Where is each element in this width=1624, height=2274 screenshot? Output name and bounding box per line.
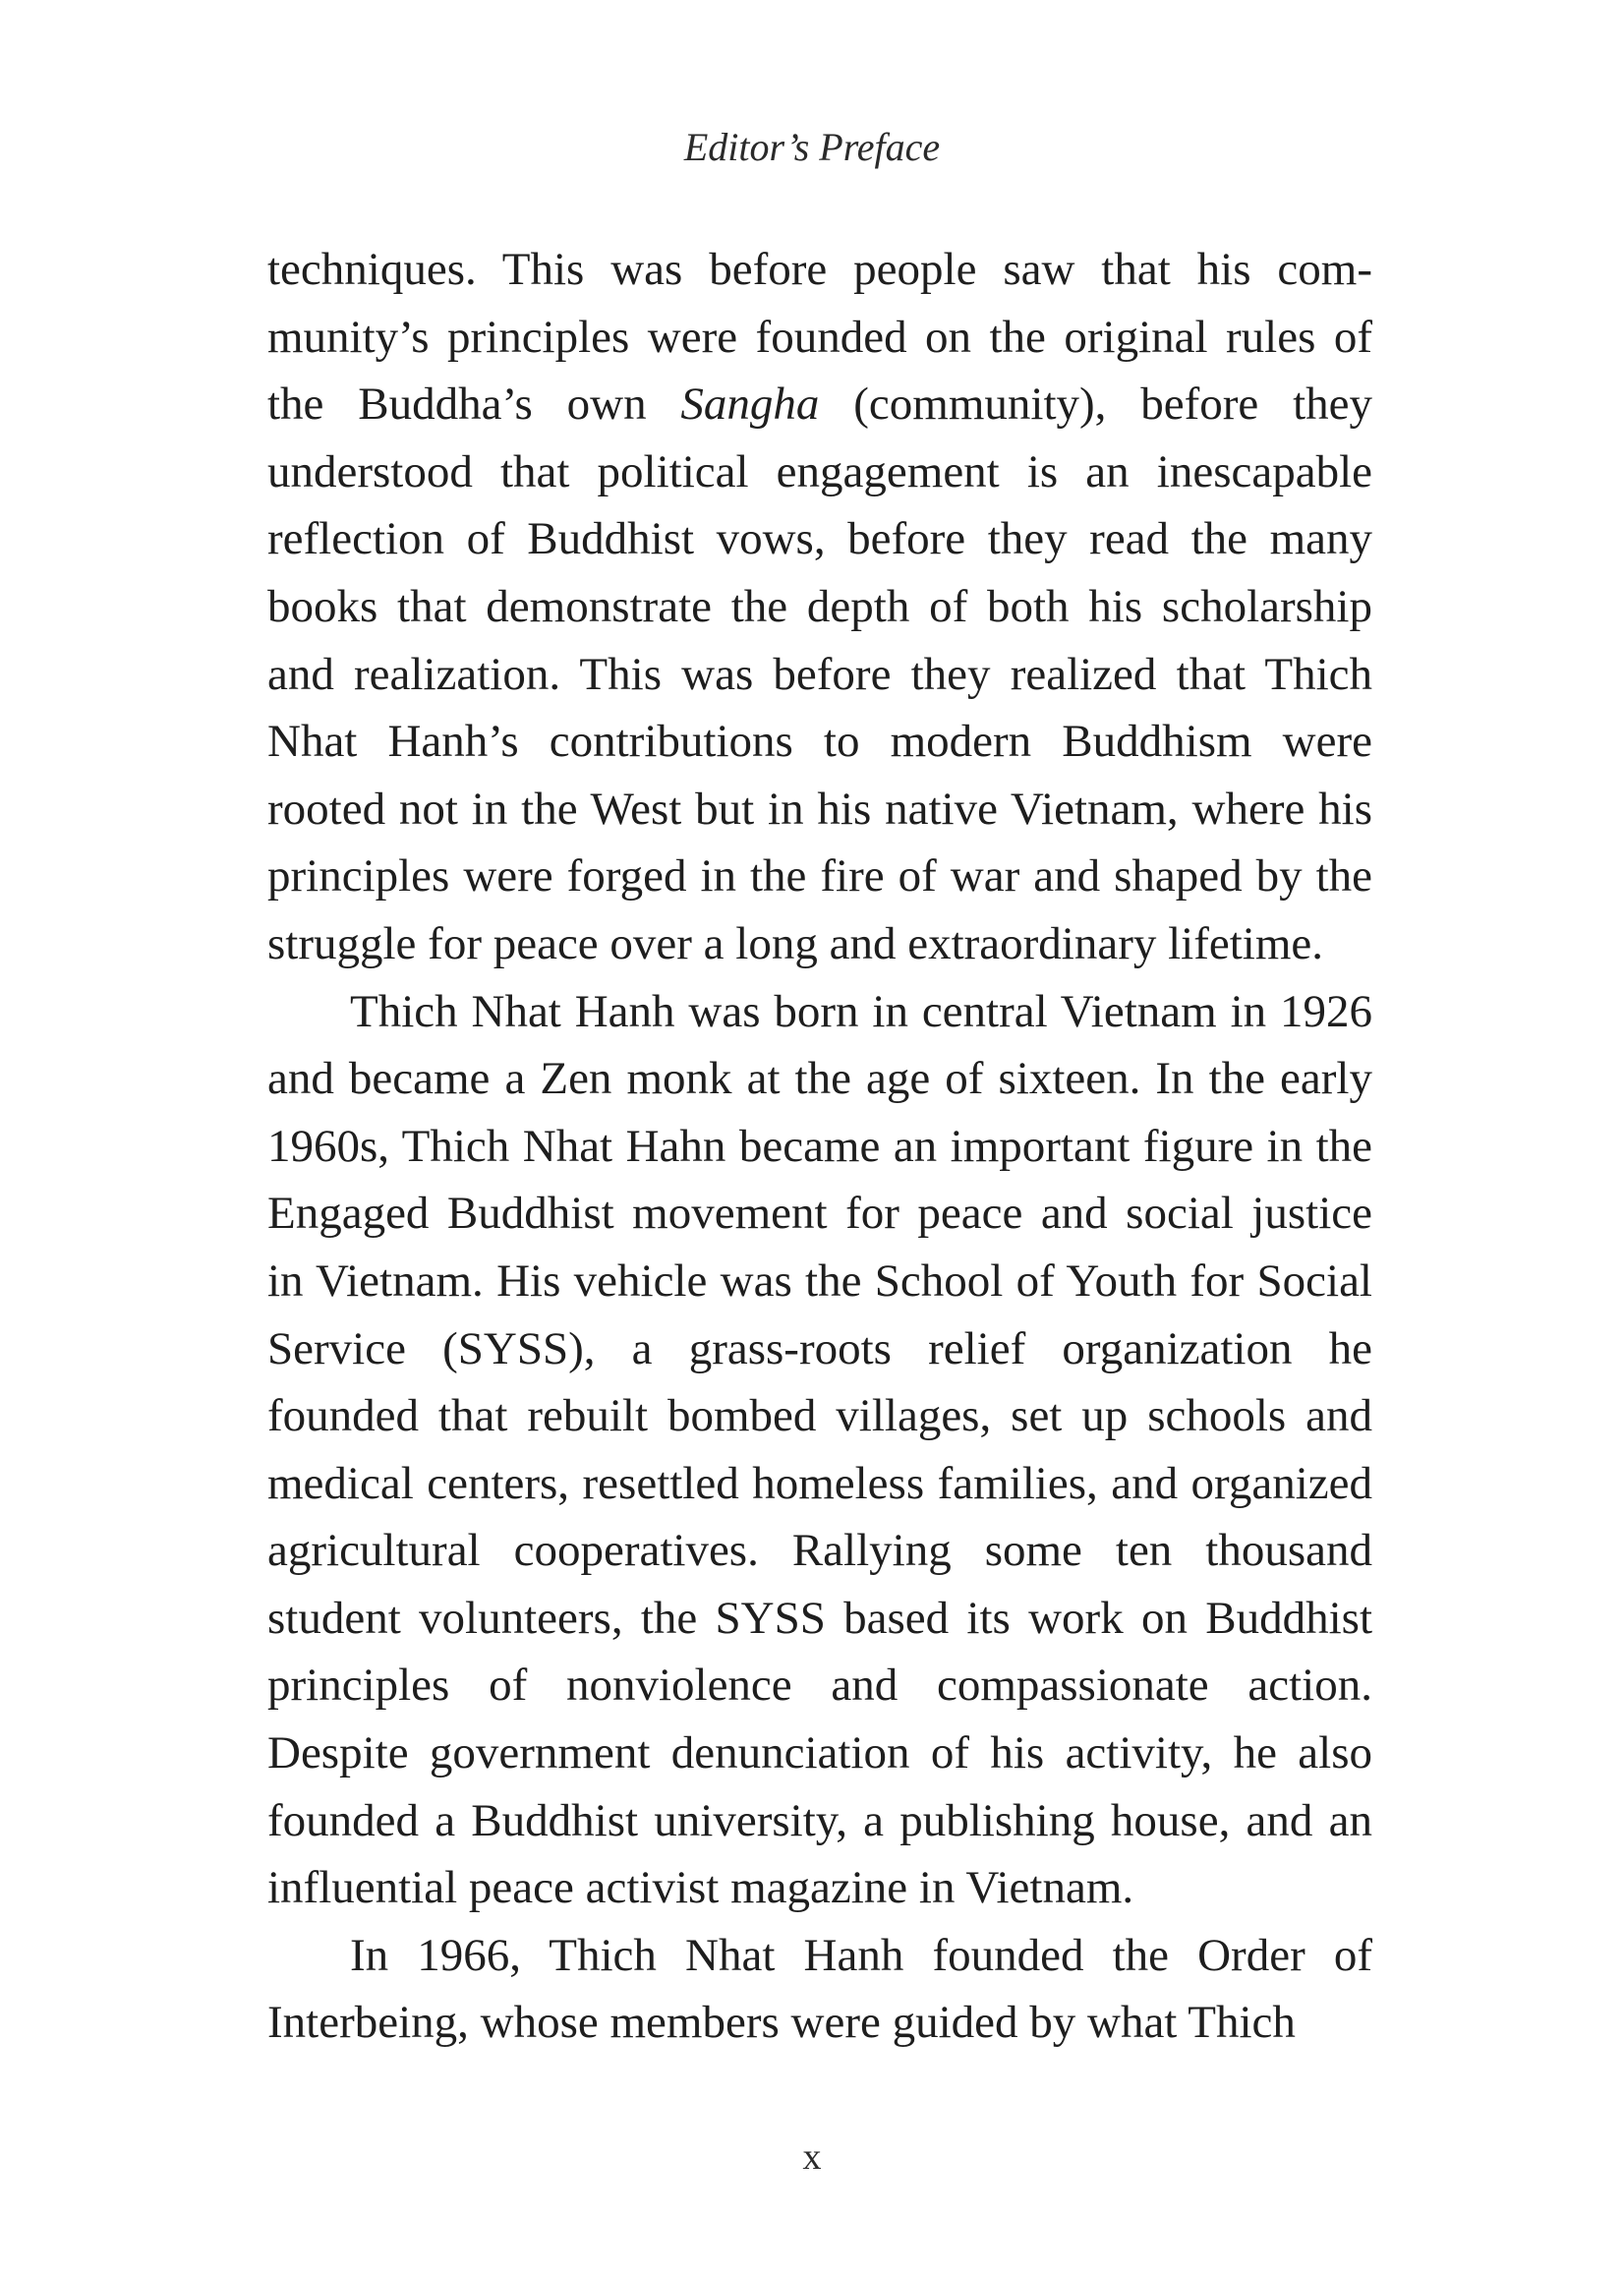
sangha-italic: Sangha xyxy=(680,379,820,431)
paragraph-1-text-end: (community), before they understood that political engagement is an inescapable reflection of Buddhist vows, before they read the many books that demonstrate the depth of both his scholarship and realization. This was before they realized that Thich Nhat Hanh’s contributions to modern Buddhism were rooted not in the West but in his native Vietnam, where his principles were forged in the fire of war and shaped by the struggle for peace over a long and extraordinary lifetime. xyxy=(267,379,1373,969)
paragraph-2: Thich Nhat Hanh was born in central Vietnam in 1926 and became a Zen monk at the age of sixteen. In the early 1960s, Thich Nhat Hahn became an important figure in the Engaged Buddhist movement for peace and social justice in Vietnam. His vehicle was the School of Youth for Social Service (SYSS), a grass-roots relief organization he founded that rebuilt bombed villages, set up schools and medical centers, resettled homeless families, and organized agricultural cooperatives. Rallying some ten thousand student volunteers, the SYSS based its work on Buddhist principles of nonviolence and compassionate action. Despite government denunciation of his activity, he also founded a Buddhist university, a publishing house, and an influential peace activist magazine in Vietnam. xyxy=(267,985,1372,1914)
body-text xyxy=(267,236,1372,2057)
page-number: x xyxy=(802,2136,822,2178)
paragraph-1 xyxy=(267,236,1372,978)
paragraph-1-text-start: techniques. This was before people saw that his community’s principles were founded on the original rules of the Buddha’s own xyxy=(267,244,1372,431)
paragraph-3: In 1966, Thich Nhat Hanh founded the Order of Interbeing, whose members were guided by what Thich xyxy=(267,1929,1372,2049)
running-head: Editor’s Preface xyxy=(683,125,941,169)
